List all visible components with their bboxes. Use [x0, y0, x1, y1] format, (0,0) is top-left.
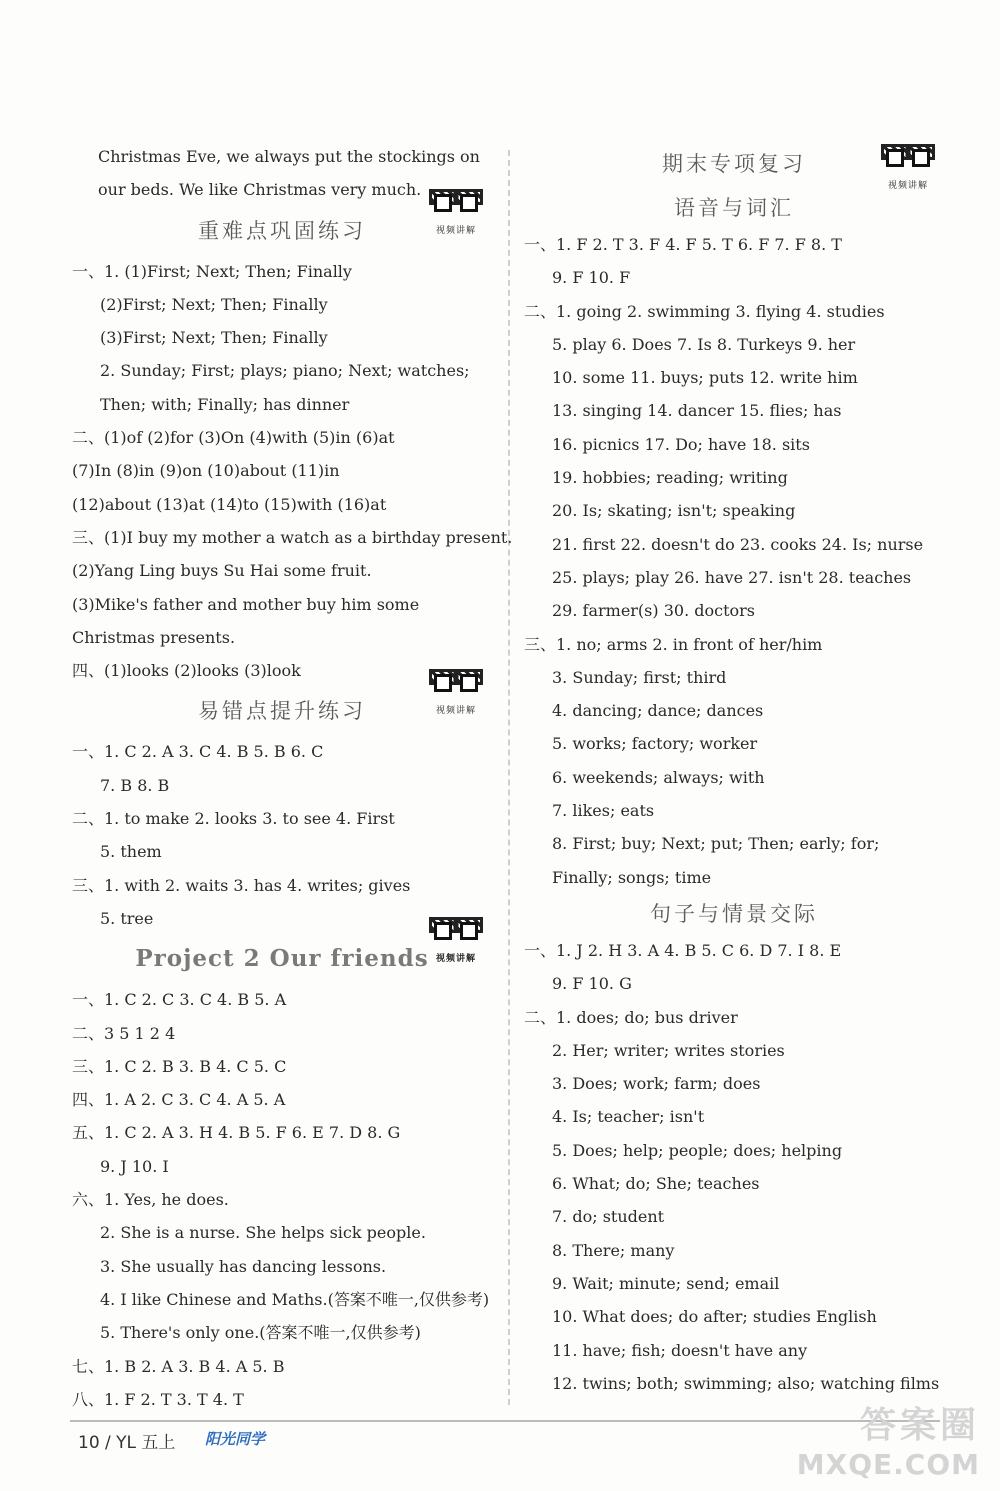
answer-line: 25. plays; play 26. have 27. isn't 28. teaches: [552, 567, 912, 587]
qr-code-icon[interactable]: 视频讲解: [428, 669, 484, 735]
answer-line: 7. likes; eats: [552, 801, 655, 821]
answer-line: (7)In (8)in (9)on (10)about (11)in: [72, 461, 340, 481]
answer-line: 三、1. no; arms 2. in front of her/him: [524, 634, 823, 654]
answer-line: Then; with; Finally; has dinner: [100, 394, 350, 414]
answer-line: 7. do; student: [552, 1207, 665, 1227]
section-title-key-points: 重难点巩固练习 视频讲解: [72, 207, 492, 255]
section-title-sentences: 句子与情景交际: [650, 901, 818, 926]
answer-line: 10. some 11. buys; puts 12. write him: [552, 368, 858, 388]
answer-line: 5. There's only one.(答案不唯一,仅供参考): [100, 1323, 421, 1343]
answer-line: 4. Is; teacher; isn't: [552, 1107, 705, 1127]
answer-line: 10. What does; do after; studies English: [552, 1307, 877, 1327]
answer-line: 4. I like Chinese and Maths.(答案不唯一,仅供参考): [100, 1289, 490, 1309]
answer-line: 3. Sunday; first; third: [552, 667, 727, 687]
qr-code-icon[interactable]: 视频讲解: [428, 189, 484, 255]
brand-logo: 阳光同学: [205, 1430, 266, 1448]
answer-line: (2)Yang Ling buys Su Hai some fruit.: [72, 561, 372, 581]
answer-line: 29. farmer(s) 30. doctors: [552, 601, 755, 621]
answer-line: 8. There; many: [552, 1240, 675, 1260]
answer-line: 9. F 10. F: [552, 268, 631, 288]
section-title-project-2: Project 2 Our friends 视频讲解: [72, 935, 492, 983]
answer-line: 三、1. C 2. B 3. B 4. C 5. C: [72, 1056, 287, 1076]
answer-line: (2)First; Next; Then; Finally: [100, 294, 328, 314]
answer-line: 2. Sunday; First; plays; piano; Next; watches;: [100, 361, 470, 381]
answer-line: 一、1. F 2. T 3. F 4. F 5. T 6. F 7. F 8. T: [524, 235, 842, 254]
intro-line: our beds. We like Christmas very much.: [98, 180, 422, 200]
answer-line: 5. tree: [100, 908, 154, 928]
answer-line: 5. Does; help; people; does; helping: [552, 1140, 843, 1160]
answer-line: 四、(1)looks (2)looks (3)look: [72, 661, 301, 681]
answer-line: 9. J 10. I: [100, 1156, 169, 1176]
answer-line: 3. Does; work; farm; does: [552, 1074, 761, 1094]
left-column: [72, 140, 513, 1416]
answer-line: 四、1. A 2. C 3. C 4. A 5. A: [72, 1090, 286, 1110]
answer-line: 16. picnics 17. Do; have 18. sits: [552, 434, 810, 454]
answer-line: Finally; songs; time: [552, 867, 712, 887]
section-title-final-review: 期末专项复习 视频讲解: [524, 140, 944, 188]
answers-key-points: [72, 255, 513, 688]
answer-line: 3. She usually has dancing lessons.: [100, 1256, 387, 1276]
answer-line: 5. works; factory; worker: [552, 734, 758, 754]
answer-line: 二、(1)of (2)for (3)On (4)with (5)in (6)at: [72, 428, 395, 448]
intro-line: Christmas Eve, we always put the stockings on: [98, 147, 480, 166]
qr-code-icon[interactable]: 视频讲解: [428, 917, 484, 983]
answer-line: 6. What; do; She; teaches: [552, 1174, 760, 1194]
answer-line: 2. She is a nurse. She helps sick people.: [100, 1223, 426, 1243]
answer-line: 5. play 6. Does 7. Is 8. Turkeys 9. her: [552, 334, 856, 354]
answer-line: 9. Wait; minute; send; email: [552, 1273, 780, 1293]
answer-line: 13. singing 14. dancer 15. flies; has: [552, 401, 842, 421]
answer-line: 9. F 10. G: [552, 974, 632, 994]
answer-line: 5. them: [100, 842, 162, 862]
answer-line: 19. hobbies; reading; writing: [552, 468, 788, 488]
section-title-phonics-vocab: 语音与词汇: [674, 196, 794, 220]
answer-line: 二、1. to make 2. looks 3. to see 4. First: [72, 809, 395, 829]
right-column: [524, 140, 944, 1400]
answer-line: 三、(1)I buy my mother a watch as a birthday present.: [72, 527, 513, 547]
answer-line: 二、3 5 1 2 4: [72, 1023, 176, 1043]
answer-line: 七、1. B 2. A 3. B 4. A 5. B: [72, 1356, 285, 1376]
answers-phonics-vocab: [524, 228, 944, 894]
answer-line: 一、1. C 2. C 3. C 4. B 5. A: [72, 990, 287, 1010]
answer-line: 八、1. F 2. T 3. T 4. T: [72, 1389, 244, 1409]
answer-line: 一、1. (1)First; Next; Then; Finally: [72, 261, 352, 281]
answers-project-2: [72, 983, 492, 1416]
page-number: 10 / YL 五上: [78, 1433, 176, 1453]
section-title-error-points: 易错点提升练习 视频讲解: [72, 687, 492, 735]
answer-line: 12. twins; both; swimming; also; watching films: [552, 1373, 940, 1393]
answer-line: 20. Is; skating; isn't; speaking: [552, 501, 796, 521]
answer-line: 8. First; buy; Next; put; Then; early; for;: [552, 834, 880, 854]
answer-line: 一、1. J 2. H 3. A 4. B 5. C 6. D 7. I 8. E: [524, 940, 842, 960]
answer-line: 21. first 22. doesn't do 23. cooks 24. Is; nurse: [552, 534, 924, 554]
answer-line: 六、1. Yes, he does.: [72, 1190, 229, 1210]
watermark: 答案圈 MXQE.COM: [796, 1405, 980, 1481]
answer-line: 6. weekends; always; with: [552, 767, 765, 787]
answers-error-points: [72, 735, 492, 935]
column-divider: [508, 150, 510, 1405]
qr-code-icon[interactable]: 视频讲解: [880, 144, 936, 210]
answer-line: 4. dancing; dance; dances: [552, 701, 764, 721]
answer-line: Christmas presents.: [72, 627, 236, 647]
answer-line: (12)about (13)at (14)to (15)with (16)at: [72, 494, 387, 514]
answer-line: 二、1. does; do; bus driver: [524, 1007, 738, 1027]
answer-line: 11. have; fish; doesn't have any: [552, 1340, 808, 1360]
answer-line: 2. Her; writer; writes stories: [552, 1040, 785, 1060]
answer-line: 三、1. with 2. waits 3. has 4. writes; gives: [72, 875, 411, 895]
answer-line: 7. B 8. B: [100, 775, 170, 795]
answer-line: (3)First; Next; Then; Finally: [100, 328, 328, 348]
answers-sentences: [524, 934, 944, 1400]
answer-line: 一、1. C 2. A 3. C 4. B 5. B 6. C: [72, 742, 324, 762]
answer-line: 五、1. C 2. A 3. H 4. B 5. F 6. E 7. D 8. G: [72, 1123, 401, 1143]
answer-line: 二、1. going 2. swimming 3. flying 4. studies: [524, 301, 885, 321]
answer-line: (3)Mike's father and mother buy him some: [72, 594, 420, 614]
